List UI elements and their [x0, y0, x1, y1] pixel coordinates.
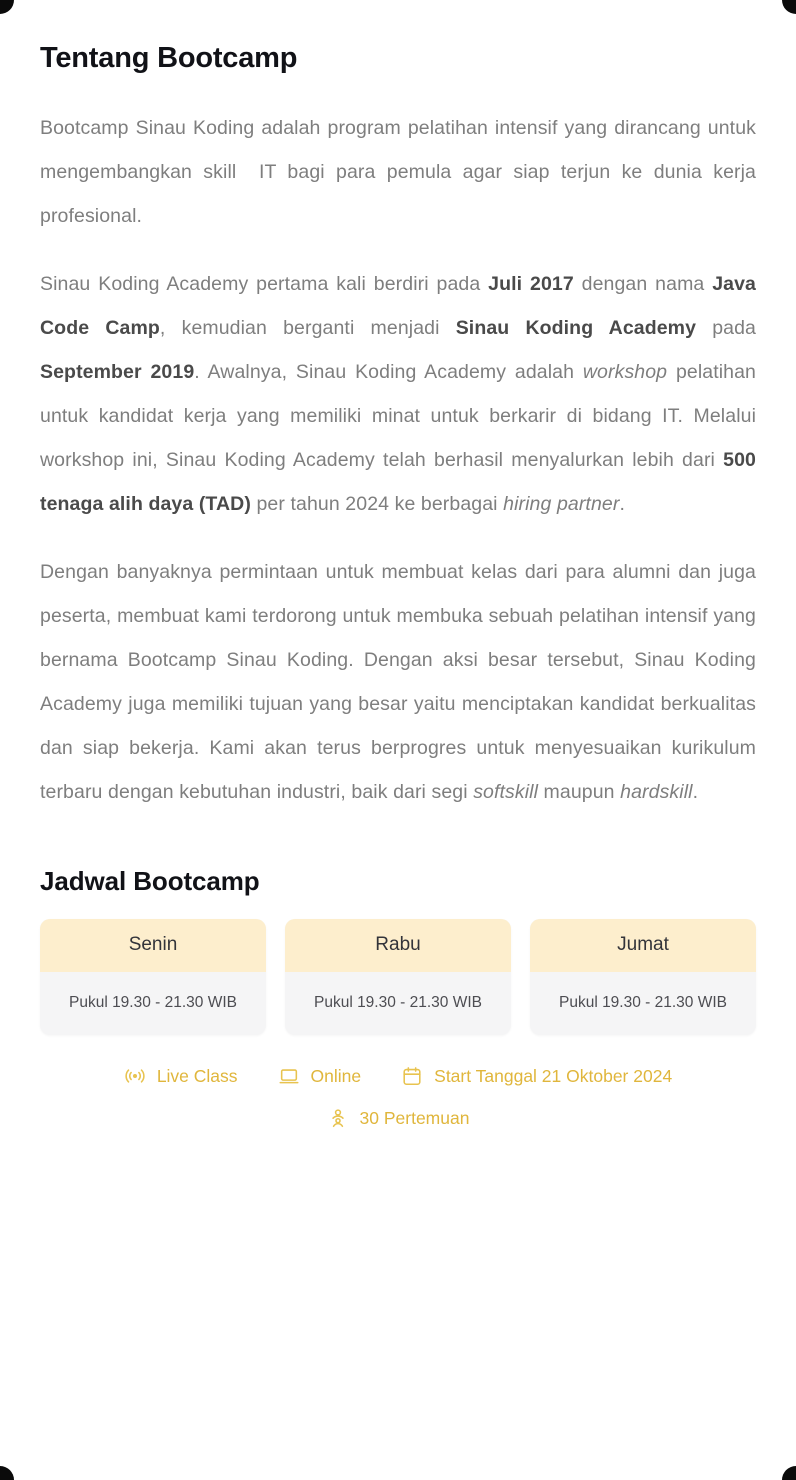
schedule-meta-row-secondary: [40, 1107, 756, 1129]
schedule-day-label: Rabu: [285, 919, 511, 972]
people-icon: [327, 1107, 349, 1129]
calendar-icon: [401, 1065, 423, 1087]
schedule-day-label: Senin: [40, 919, 266, 972]
meta-online: [278, 1065, 362, 1087]
schedule-card-rabu: [285, 919, 511, 1035]
meta-label: Live Class: [156, 1065, 238, 1086]
corner-mark-bottom-left: [0, 1466, 14, 1480]
schedule-day-label: Jumat: [530, 919, 756, 972]
schedule-time-label: Pukul 19.30 - 21.30 WIB: [313, 994, 482, 1012]
schedule-meta-row-primary: [40, 1065, 756, 1087]
meta-label: Online: [310, 1065, 362, 1086]
schedule-title: Jadwal Bootcamp: [40, 866, 260, 897]
meta-label: 30 Pertemuan: [359, 1107, 470, 1128]
about-paragraph-3: Dengan banyaknya permintaan untuk membuat kelas dari para alumni dan juga peserta, membuat kami terdorong untuk membuka sebuah pelatihan intensif yang bernama Bootcamp Sinau Koding. Dengan aksi besar tersebut, Sinau Koding Academy juga memiliki tujuan yang besar yaitu menciptakan kandidat berkualitas dan siap bekerja. Kami akan terus berprogres untuk menyesuaikan kurikulum terbaru dengan kebutuhan industri, baik dari segi softskill maupun hardskill.: [40, 561, 756, 804]
schedule-time-label: Pukul 19.30 - 21.30 WIB: [558, 994, 727, 1012]
schedule-grid: [40, 919, 756, 1035]
corner-mark-bottom-right: [782, 1466, 796, 1480]
page-title: Tentang Bootcamp: [40, 42, 298, 74]
schedule-card-jumat: [530, 919, 756, 1035]
schedule-card-senin: [40, 919, 266, 1035]
about-paragraph-2: Sinau Koding Academy pertama kali berdiri pada Juli 2017 dengan nama Java Code Camp, kemudian berganti menjadi Sinau Koding Academy pada September 2019. Awalnya, Sinau Koding Academy adalah workshop pelatihan untuk kandidat kerja yang memiliki minat untuk berkarir di bidang IT. Melalui workshop ini, Sinau Koding Academy telah berhasil menyalurkan lebih dari 500 tenaga alih daya (TAD) per tahun 2024 ke berbagai hiring partner.: [40, 273, 757, 516]
meta-sessions: [327, 1107, 470, 1129]
meta-live-class: [124, 1065, 238, 1087]
live-broadcast-icon: [124, 1065, 146, 1087]
schedule-time-label: Pukul 19.30 - 21.30 WIB: [68, 994, 237, 1012]
meta-start-date: [401, 1065, 672, 1087]
about-paragraph-1: Bootcamp Sinau Koding adalah program pelatihan intensif yang dirancang untuk mengembangkan skill IT bagi para pemula agar siap terjun ke dunia kerja profesional.: [40, 117, 756, 228]
meta-label: Start Tanggal 21 Oktober 2024: [434, 1065, 673, 1086]
laptop-icon: [278, 1065, 300, 1087]
